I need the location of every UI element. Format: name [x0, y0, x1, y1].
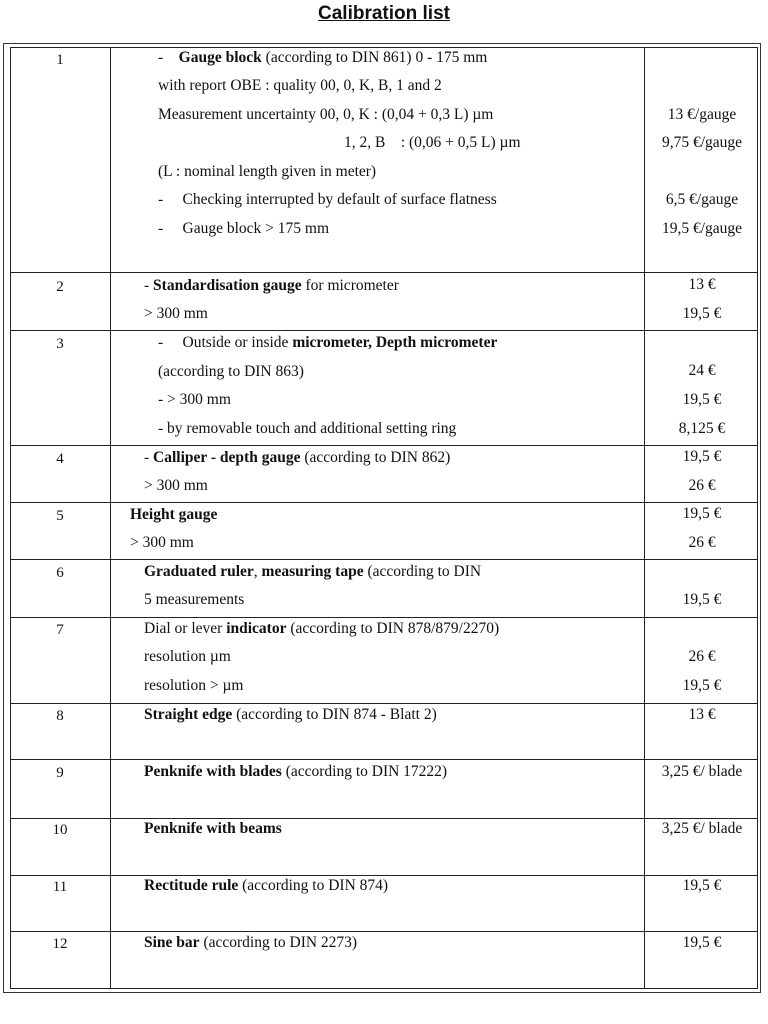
row-divider: [10, 272, 758, 273]
item-line: Penknife with blades (according to DIN 17222): [144, 763, 448, 780]
price: 19,5 €: [682, 591, 722, 608]
item-line: Rectitude rule (according to DIN 874): [144, 877, 389, 894]
row-number: 7: [56, 622, 64, 638]
row-number: 3: [56, 336, 64, 352]
item-line: > 300 mm: [144, 305, 208, 322]
item-line: - > 300 mm: [158, 391, 231, 408]
item-line: Dial or lever indicator (according to DIN 878/879/2270): [144, 620, 500, 637]
price: 26 €: [688, 648, 716, 665]
price: 26 €: [688, 534, 716, 551]
price: 19,5 €: [682, 934, 722, 951]
item-line: Penknife with beams: [144, 820, 282, 837]
price: 6,5 €/gauge: [665, 191, 739, 208]
item-line: - by removable touch and additional setting ring: [158, 420, 457, 437]
price: 26 €: [688, 477, 716, 494]
row-divider: [10, 617, 758, 618]
row-number: 4: [56, 451, 64, 467]
item-line: > 300 mm: [130, 534, 194, 551]
page-title: Calibration list: [318, 3, 450, 24]
row-divider: [10, 703, 758, 704]
price: 3,25 €/ blade: [661, 820, 743, 837]
item-line: Straight edge (according to DIN 874 - Blatt 2): [144, 706, 437, 723]
item-line: resolution µm: [144, 648, 231, 665]
item-line: Measurement uncertainty 00, 0, K : (0,04 + 0,3 L) µm: [158, 106, 494, 123]
price: 19,5 €: [682, 391, 722, 408]
price: 9,75 €/gauge: [661, 134, 743, 151]
row-divider: [10, 330, 758, 331]
item-line: - Outside or inside micrometer, Depth micrometer: [158, 334, 498, 351]
price: 19,5 €/gauge: [661, 220, 743, 237]
price: 19,5 €: [682, 305, 722, 322]
item-line: Graduated ruler, measuring tape (according to DIN: [144, 563, 482, 580]
price: 13 €: [688, 276, 716, 293]
item-line: - Calliper - depth gauge (according to DIN 862): [144, 449, 451, 466]
item-line: (L : nominal length given in meter): [158, 163, 377, 180]
item-line: > 300 mm: [144, 477, 208, 494]
item-line: Height gauge: [130, 506, 218, 523]
price: 13 €/gauge: [667, 106, 737, 123]
price: 19,5 €: [682, 677, 722, 694]
price: 8,125 €: [678, 420, 726, 437]
row-number: 8: [56, 708, 64, 724]
row-number: 9: [56, 765, 64, 781]
row-number: 10: [52, 822, 68, 838]
row-number: 11: [52, 879, 68, 895]
item-line: Sine bar (according to DIN 2273): [144, 934, 358, 951]
row-number: 2: [56, 279, 64, 295]
item-line: (according to DIN 863): [158, 363, 304, 380]
row-divider: [10, 759, 758, 760]
item-line: - Gauge block (according to DIN 861) 0 - 175 mm: [158, 49, 488, 66]
price: 19,5 €: [682, 448, 722, 465]
item-line: 1, 2, B : (0,06 + 0,5 L) µm: [344, 134, 521, 151]
row-number: 5: [56, 508, 64, 524]
price: 19,5 €: [682, 505, 722, 522]
row-divider: [10, 502, 758, 503]
price: 24 €: [688, 362, 716, 379]
row-number: 6: [56, 565, 64, 581]
item-line: with report OBE : quality 00, 0, K, B, 1 and 2: [158, 77, 442, 94]
row-divider: [10, 875, 758, 876]
row-divider: [10, 559, 758, 560]
row-divider: [10, 931, 758, 932]
item-line: - Gauge block > 175 mm: [158, 220, 330, 237]
row-divider: [10, 818, 758, 819]
item-line: 5 measurements: [144, 591, 245, 608]
row-divider: [10, 445, 758, 446]
item-line: - Standardisation gauge for micrometer: [144, 277, 399, 294]
price: 3,25 €/ blade: [661, 763, 743, 780]
row-number: 12: [52, 936, 68, 952]
column-divider-number: [110, 47, 111, 989]
price: 19,5 €: [682, 877, 722, 894]
item-line: resolution > µm: [144, 677, 244, 694]
row-number: 1: [56, 52, 64, 68]
item-line: - Checking interrupted by default of surface flatness: [158, 191, 497, 208]
price: 13 €: [688, 706, 716, 723]
